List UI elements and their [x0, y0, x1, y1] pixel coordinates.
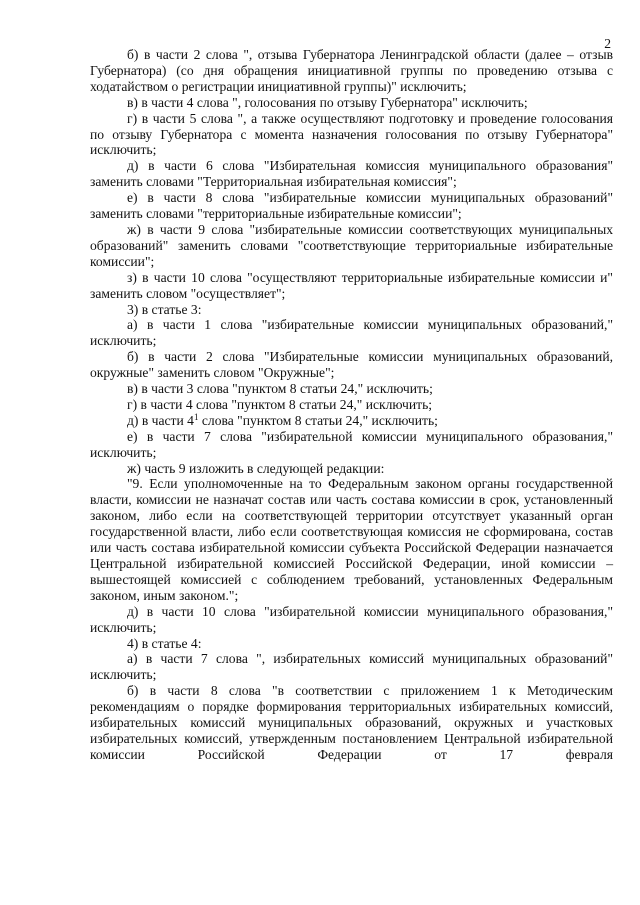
- item-d41-before: д) в части 4: [127, 412, 194, 428]
- paragraph: в) в части 4 слова ", голосования по отзыву Губернатора" исключить;: [127, 94, 528, 110]
- paragraph: ж) часть 9 изложить в следующей редакции:: [127, 460, 385, 476]
- paragraph: г) в части 4 слова "пунктом 8 статьи 24," исключить;: [127, 396, 433, 412]
- paragraph: 3) в статье 3:: [127, 301, 202, 317]
- paragraph: б) в части 8 слова "в соответствии с приложением 1 к Методическим рекомендациям о порядке формирования территориальных избирательных комиссий, избирательных комиссий муниципальных образований, окружных и участковых избирательных комиссий, утвержденным постановлением Центральной избирательной комиссии Российской Федерации от 17 февраля: [90, 683, 613, 762]
- paragraph: б) в части 2 слова ", отзыва Губернатора Ленинградской области (далее – отзыв Губернатора) (со дня обращения инициативной группы по проведению отзыва с ходатайством о регистрации инициативной группы)" исключить;: [90, 47, 613, 94]
- paragraph: 4) в статье 4:: [127, 635, 202, 651]
- paragraph: е) в части 8 слова "избирательные комиссии муниципальных образований" заменить словами "территориальные избирательные комиссии";: [90, 190, 613, 222]
- paragraph: д) в части 6 слова "Избирательная комиссия муниципального образования" заменить словами "Территориальная избирательная комиссия";: [90, 158, 613, 190]
- paragraph-d41: [90, 413, 613, 429]
- paragraph: а) в части 1 слова "избирательные комиссии муниципальных образований," исключить;: [90, 317, 613, 349]
- paragraph: а) в части 7 слова ", избирательных комиссий муниципальных образований" исключить;: [90, 651, 613, 683]
- item-d41-superscript: 1: [193, 411, 199, 422]
- paragraph: д) в части 10 слова "избирательной комиссии муниципального образования," исключить;: [90, 603, 613, 635]
- paragraph: ж) в части 9 слова "избирательные комиссии соответствующих муниципальных образований" заменить словами "соответствующие территориальные избирательные комиссии";: [90, 221, 613, 269]
- paragraph: в) в части 3 слова "пунктом 8 статьи 24," исключить;: [127, 381, 433, 397]
- item-d41-after: слова "пунктом 8 статьи 24," исключить;: [198, 412, 438, 428]
- paragraph: г) в части 5 слова ", а также осуществляют подготовку и проведение голосования по отзыву Губернатора с момента назначения голосования по отзыву Губернатора" исключить;: [90, 110, 613, 158]
- page-number: 2: [604, 36, 611, 51]
- quoted-part-9: "9. Если уполномоченные на то Федеральным законом органы государственной власти, комиссии не назначат состав или часть состава комиссии в срок, установленный законом, либо если на соответствующей территории отсутствует указанный орган государственной власти, либо если соответствующая комиссия не сформирована, состав или часть состава избирательной комиссии субъекта Российской Федерации назначается Центральной избирательной комиссией Российской Федерации, иной комиссии – вышестоящей комиссией с соблюдением требований, установленных Федеральным законом, иным законом.";: [90, 476, 613, 603]
- paragraph: б) в части 2 слова "Избирательные комиссии муниципальных образований, окружные" заменить словом "Окружные";: [90, 349, 613, 381]
- paragraph: з) в части 10 слова "осуществляют территориальные избирательные комиссии и" заменить словом "осуществляет";: [90, 269, 613, 301]
- document-body: [90, 47, 613, 763]
- paragraph: е) в части 7 слова "избирательной комиссии муниципального образования," исключить;: [90, 428, 613, 460]
